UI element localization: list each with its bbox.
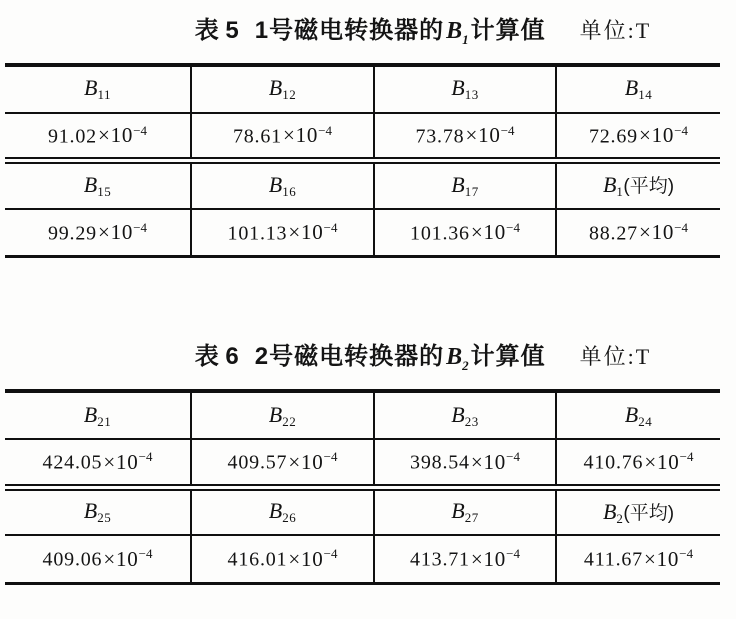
b-subscript: 24	[638, 413, 653, 429]
cell-B25	[5, 487, 191, 535]
cell-B26	[191, 487, 374, 535]
b-symbol: B	[83, 401, 98, 427]
table-row	[5, 65, 720, 113]
table-5-name-prefix: 1号磁电转换器的	[254, 17, 445, 44]
cell-B1-average-value: $88.27\times 10^{-4}$	[556, 209, 720, 257]
b-subscript: 17	[464, 184, 479, 200]
b-symbol: B	[83, 498, 98, 524]
cell-B14-value: $72.69\times 10^{-4}$	[556, 113, 720, 161]
table-row	[5, 487, 720, 535]
b-subscript: 11	[97, 87, 111, 103]
b-symbol: B	[84, 75, 98, 101]
b-symbol: B	[451, 75, 465, 101]
table-6-number-label: 表 6	[194, 343, 239, 371]
b-symbol: B	[624, 401, 639, 427]
cell-B15	[5, 161, 191, 209]
cell-B27	[374, 487, 556, 535]
table-6	[5, 389, 720, 585]
cell-B13-value: $73.78\times 10^{-4}$	[374, 113, 556, 161]
table-5-title-symbol: $B_1$	[446, 18, 469, 47]
table-6-title	[0, 336, 736, 374]
b-symbol: B	[451, 498, 465, 524]
b-subscript: 2	[616, 510, 624, 526]
cell-B11-value: $91.02\times 10^{-4}$	[5, 113, 191, 161]
table-6-name-suffix: 计算值	[470, 343, 546, 371]
b-subscript: 25	[97, 510, 112, 526]
cell-B12-value: $78.61\times 10^{-4}$	[191, 113, 374, 161]
b-subscript: 21	[97, 413, 112, 429]
b-subscript: 14	[638, 87, 653, 103]
cell-B25-value: $409.06\times 10^{-4}$	[42, 546, 153, 571]
table-row	[5, 391, 720, 439]
b-symbol: B	[268, 75, 283, 101]
b-symbol: B	[602, 172, 617, 198]
cell-B22	[191, 391, 374, 439]
table-6-unit-label: 单位:T	[579, 344, 652, 370]
b-subscript: 16	[282, 184, 297, 200]
table-5-block	[0, 10, 736, 258]
cell-B14	[556, 65, 720, 113]
b-symbol: B	[268, 171, 283, 197]
cell-B13	[374, 65, 556, 113]
cell-B23-value: $398.54\times 10^{-4}$	[374, 439, 556, 487]
b-symbol: B	[451, 401, 465, 427]
cell-B16-value: $101.13\times 10^{-4}$	[191, 209, 374, 257]
b-symbol: B	[602, 498, 617, 524]
table-5-title	[0, 10, 736, 48]
b-subscript: 22	[282, 413, 297, 429]
b-subscript: 23	[464, 413, 479, 429]
cell-B15-value: $99.29\times 10^{-4}$	[47, 219, 148, 245]
b-subscript: 12	[282, 87, 297, 103]
table-row	[5, 161, 720, 209]
b-symbol: B	[268, 401, 283, 427]
cell-B24	[556, 391, 720, 439]
cell-B26-value: $416.01\times 10^{-4}$	[191, 535, 374, 583]
b-subscript: 26	[282, 510, 297, 526]
cell-B17-value: $101.36\times 10^{-4}$	[374, 209, 556, 257]
table-row	[5, 535, 720, 583]
table-5	[5, 63, 720, 259]
table-6-title-symbol: $B_2$	[446, 344, 469, 374]
cell-B24-value: $410.76\times 10^{-4}$	[556, 439, 720, 487]
table-5-number-label: 表 5	[194, 17, 239, 44]
table-6-block	[0, 336, 736, 584]
table-6-name-prefix: 2号磁电转换器的	[254, 343, 445, 371]
table-5-unit-label: 单位:T	[579, 18, 652, 43]
cell-B12	[191, 65, 374, 113]
cell-B17	[374, 161, 556, 209]
table-row	[5, 439, 720, 487]
b-symbol: B	[268, 498, 283, 524]
table-5-name-suffix: 计算值	[470, 17, 546, 44]
cell-B21	[5, 391, 191, 439]
cell-B2-average-value: $411.67\times 10^{-4}$	[556, 535, 720, 583]
cell-B21-value: $424.05\times 10^{-4}$	[5, 439, 191, 487]
b-subscript: 27	[464, 510, 479, 526]
cell-B11	[5, 65, 191, 113]
b-subscript: 13	[464, 87, 479, 103]
cell-B16	[191, 161, 374, 209]
cell-B22-value: $409.57\times 10^{-4}$	[191, 439, 374, 487]
table-row	[5, 113, 720, 161]
b-symbol: B	[83, 171, 98, 197]
cell-B23	[374, 391, 556, 439]
table-row	[5, 209, 720, 257]
b-symbol: B	[451, 171, 465, 197]
b-subscript: 1	[616, 184, 624, 200]
b-symbol: B	[624, 75, 639, 101]
b-subscript: 15	[97, 184, 112, 200]
cell-B27-value: $413.71\times 10^{-4}$	[374, 535, 556, 583]
cell-B2-average: $B_2$(平均)	[556, 487, 720, 535]
cell-B1-average: $B_1$(平均)	[556, 161, 720, 209]
